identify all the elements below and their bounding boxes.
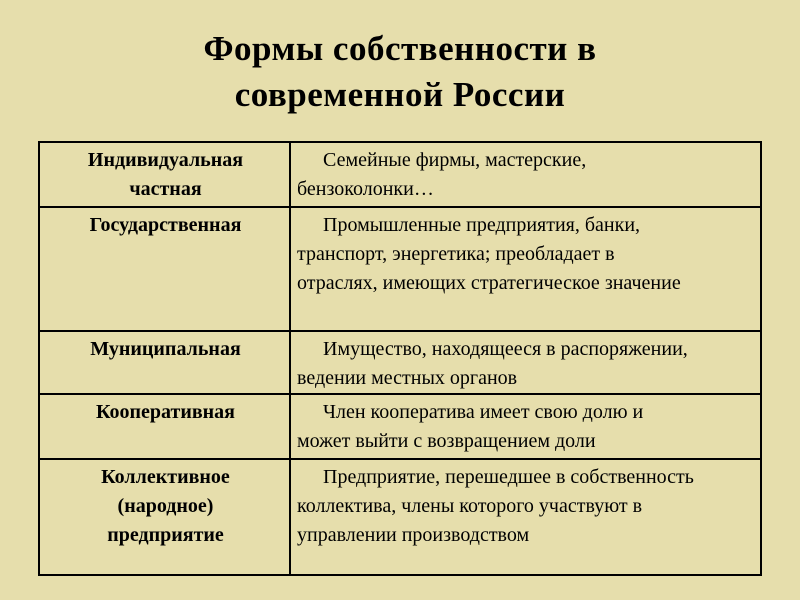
description-line: Предприятие, перешедшее в собственность [323, 466, 694, 488]
form-name-cell [39, 331, 290, 394]
form-description-cell [290, 331, 761, 394]
form-description-cell [290, 207, 761, 331]
form-name-cell [39, 459, 290, 575]
form-description-cell [290, 394, 761, 459]
form-name-line: Коллективное [101, 466, 230, 488]
description-line: бензоколонки… [297, 178, 434, 200]
form-description-cell [290, 459, 761, 575]
description-line: может выйти с возвращением доли [297, 430, 596, 452]
form-name-cell [39, 394, 290, 459]
form-name-line: Индивидуальная [87, 149, 244, 171]
table-row-cooperative [39, 394, 761, 459]
table-row-state [39, 207, 761, 331]
title-line-2: современной России [234, 75, 566, 114]
page-title [0, 26, 800, 118]
description-line: Семейные фирмы, мастерские, [323, 149, 587, 171]
description-line: Промышленные предприятия, банки, [323, 214, 641, 236]
form-name-line: (народное) [117, 495, 214, 517]
title-line-1: Формы собственности в [203, 29, 597, 68]
form-description-cell [290, 142, 761, 207]
form-name-line: частная [129, 178, 202, 200]
description-line: управлении производством [297, 524, 530, 546]
description-line: ведении местных органов [297, 367, 518, 389]
description-line: Член кооператива имеет свою долю и [323, 401, 644, 423]
form-name-line: предприятие [107, 524, 224, 546]
description-line: отраслях, имеющих стратегическое значение [297, 272, 681, 294]
description-line: транспорт, энергетика; преобладает в [297, 243, 615, 265]
table-row-collective [39, 459, 761, 575]
description-line: коллектива, члены которого участвуют в [297, 495, 643, 517]
form-name-line: Государственная [89, 214, 242, 236]
description-line: Имущество, находящееся в распоряжении, [323, 338, 688, 360]
ownership-table [38, 141, 762, 576]
table-row-individual-private [39, 142, 761, 207]
form-name-cell [39, 207, 290, 331]
form-name-cell [39, 142, 290, 207]
table-row-municipal [39, 331, 761, 394]
form-name-line: Кооперативная [95, 401, 235, 423]
form-name-line: Муниципальная [90, 338, 241, 360]
